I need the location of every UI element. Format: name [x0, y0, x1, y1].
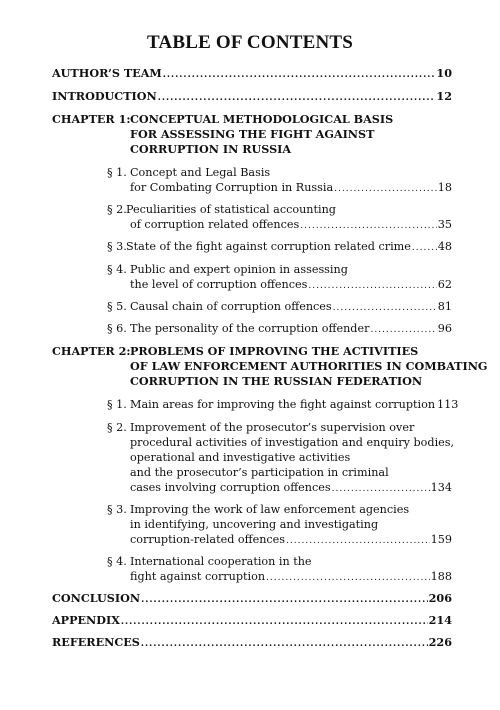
section-page: 134 — [430, 481, 452, 494]
section-title-line[interactable]: in identifying, uncovering and investigating — [130, 518, 379, 531]
dot-leader — [370, 322, 436, 337]
section-title-line[interactable]: and the prosecutor’s participation in criminal — [130, 466, 389, 479]
section-title-line[interactable]: Peculiarities of statistical accounting — [126, 203, 336, 216]
section-title-line: State of the fight against corruption related crime — [126, 240, 411, 253]
section-page: 113 — [437, 398, 459, 411]
section-entry-line[interactable] — [130, 218, 452, 233]
toc-entry-label: AUTHOR’S TEAM — [52, 66, 162, 80]
dot-leader — [334, 181, 437, 196]
section-title-line: cases involving corruption offences — [130, 481, 331, 494]
dot-leader — [141, 591, 428, 607]
section-entry-line[interactable] — [130, 278, 452, 293]
section-title-line: fight against corruption — [130, 570, 266, 583]
dot-leader — [412, 240, 437, 255]
toc-entry-conclusion[interactable] — [52, 591, 452, 607]
section-number: § 5. — [107, 300, 127, 313]
chapter-2-title-line[interactable]: PROBLEMS OF IMPROVING THE ACTIVITIES — [130, 344, 419, 358]
section-entry-line[interactable] — [130, 322, 452, 337]
section-entry-line[interactable] — [126, 240, 452, 255]
chapter-1-title-line[interactable]: CORRUPTION IN RUSSIA — [130, 142, 292, 156]
section-number: § 4. — [107, 263, 127, 276]
section-entry-line[interactable] — [130, 570, 452, 585]
section-page: 35 — [437, 218, 452, 231]
toc-entry-label: CONCLUSION — [52, 591, 141, 605]
section-title-line[interactable]: Improving the work of law enforcement agencies — [130, 503, 410, 516]
section-entry-line[interactable] — [130, 533, 452, 548]
section-title-line[interactable]: Improvement of the prosecutor’s supervision over — [130, 421, 415, 434]
section-title-line: The personality of the corruption offender — [130, 322, 370, 335]
section-number: § 2. — [107, 203, 127, 216]
toc-entry-label: REFERENCES — [52, 635, 140, 649]
chapter-1-title-line[interactable]: FOR ASSESSING THE FIGHT AGAINST — [130, 127, 375, 141]
section-title-line[interactable]: Concept and Legal Basis — [130, 166, 271, 179]
section-number: § 3. — [107, 240, 127, 253]
toc-entry-label: APPENDIX — [52, 613, 120, 627]
section-entry-line[interactable] — [130, 398, 459, 413]
dot-leader — [300, 218, 436, 233]
chapter-2-title-line[interactable]: OF LAW ENFORCEMENT AUTHORITIES IN COMBATING — [130, 359, 488, 373]
section-entry-line[interactable] — [130, 481, 452, 496]
section-title-line: Causal chain of corruption offences — [130, 300, 332, 313]
toc-entry-page: 10 — [436, 66, 452, 80]
dot-leader — [158, 89, 436, 105]
dot-leader — [121, 613, 428, 629]
dot-leader — [163, 66, 436, 82]
section-number: § 4. — [107, 555, 127, 568]
section-entry-line[interactable] — [130, 181, 452, 196]
dot-leader — [333, 300, 437, 315]
page-title: TABLE OF CONTENTS — [146, 32, 354, 53]
chapter-1-label: CHAPTER 1: — [52, 112, 131, 126]
dot-leader — [308, 278, 436, 293]
section-number: § 6. — [107, 322, 127, 335]
section-page: 18 — [437, 181, 452, 194]
toc-entry-authors-team[interactable] — [52, 66, 452, 82]
section-page: 62 — [437, 278, 452, 291]
section-number: § 1. — [107, 166, 127, 179]
toc-entry-label: INTRODUCTION — [52, 89, 157, 103]
toc-entry-introduction[interactable] — [52, 89, 452, 105]
chapter-2-label: CHAPTER 2: — [52, 344, 131, 358]
section-number: § 2. — [107, 421, 127, 434]
section-title-line: of corruption related offences — [130, 218, 300, 231]
section-title-line: the level of corruption offences — [130, 278, 308, 291]
dot-leader — [141, 635, 428, 651]
section-page: 159 — [430, 533, 452, 546]
dot-leader — [332, 481, 430, 496]
section-title-line: for Combating Corruption in Russia — [130, 181, 334, 194]
toc-entry-appendix[interactable] — [52, 613, 452, 629]
section-page: 81 — [437, 300, 452, 313]
chapter-1-title-line[interactable]: CONCEPTUAL METHODOLOGICAL BASIS — [130, 112, 394, 126]
toc-entry-page: 206 — [428, 591, 452, 605]
section-title-line[interactable]: procedural activities of investigation and enquiry bodies, — [130, 436, 455, 449]
toc-entry-page: 12 — [436, 89, 452, 103]
toc-entry-page: 214 — [428, 613, 452, 627]
section-title-line[interactable]: operational and investigative activities — [130, 451, 351, 464]
toc-entry-references[interactable] — [52, 635, 452, 651]
section-page: 48 — [437, 240, 452, 253]
chapter-2-title-line[interactable]: CORRUPTION IN THE RUSSIAN FEDERATION — [130, 374, 423, 388]
dot-leader — [266, 570, 430, 585]
section-number: § 3. — [107, 503, 127, 516]
section-number: § 1. — [107, 398, 127, 411]
section-entry-line[interactable] — [130, 300, 452, 315]
section-page: 96 — [437, 322, 452, 335]
section-title-line: corruption-related offences — [130, 533, 286, 546]
dot-leader — [286, 533, 430, 548]
section-title-line[interactable]: Public and expert opinion in assessing — [130, 263, 348, 276]
section-title-line: Main areas for improving the fight against corruption — [130, 398, 436, 411]
toc-entry-page: 226 — [428, 635, 452, 649]
section-page: 188 — [430, 570, 452, 583]
section-title-line[interactable]: International cooperation in the — [130, 555, 312, 568]
